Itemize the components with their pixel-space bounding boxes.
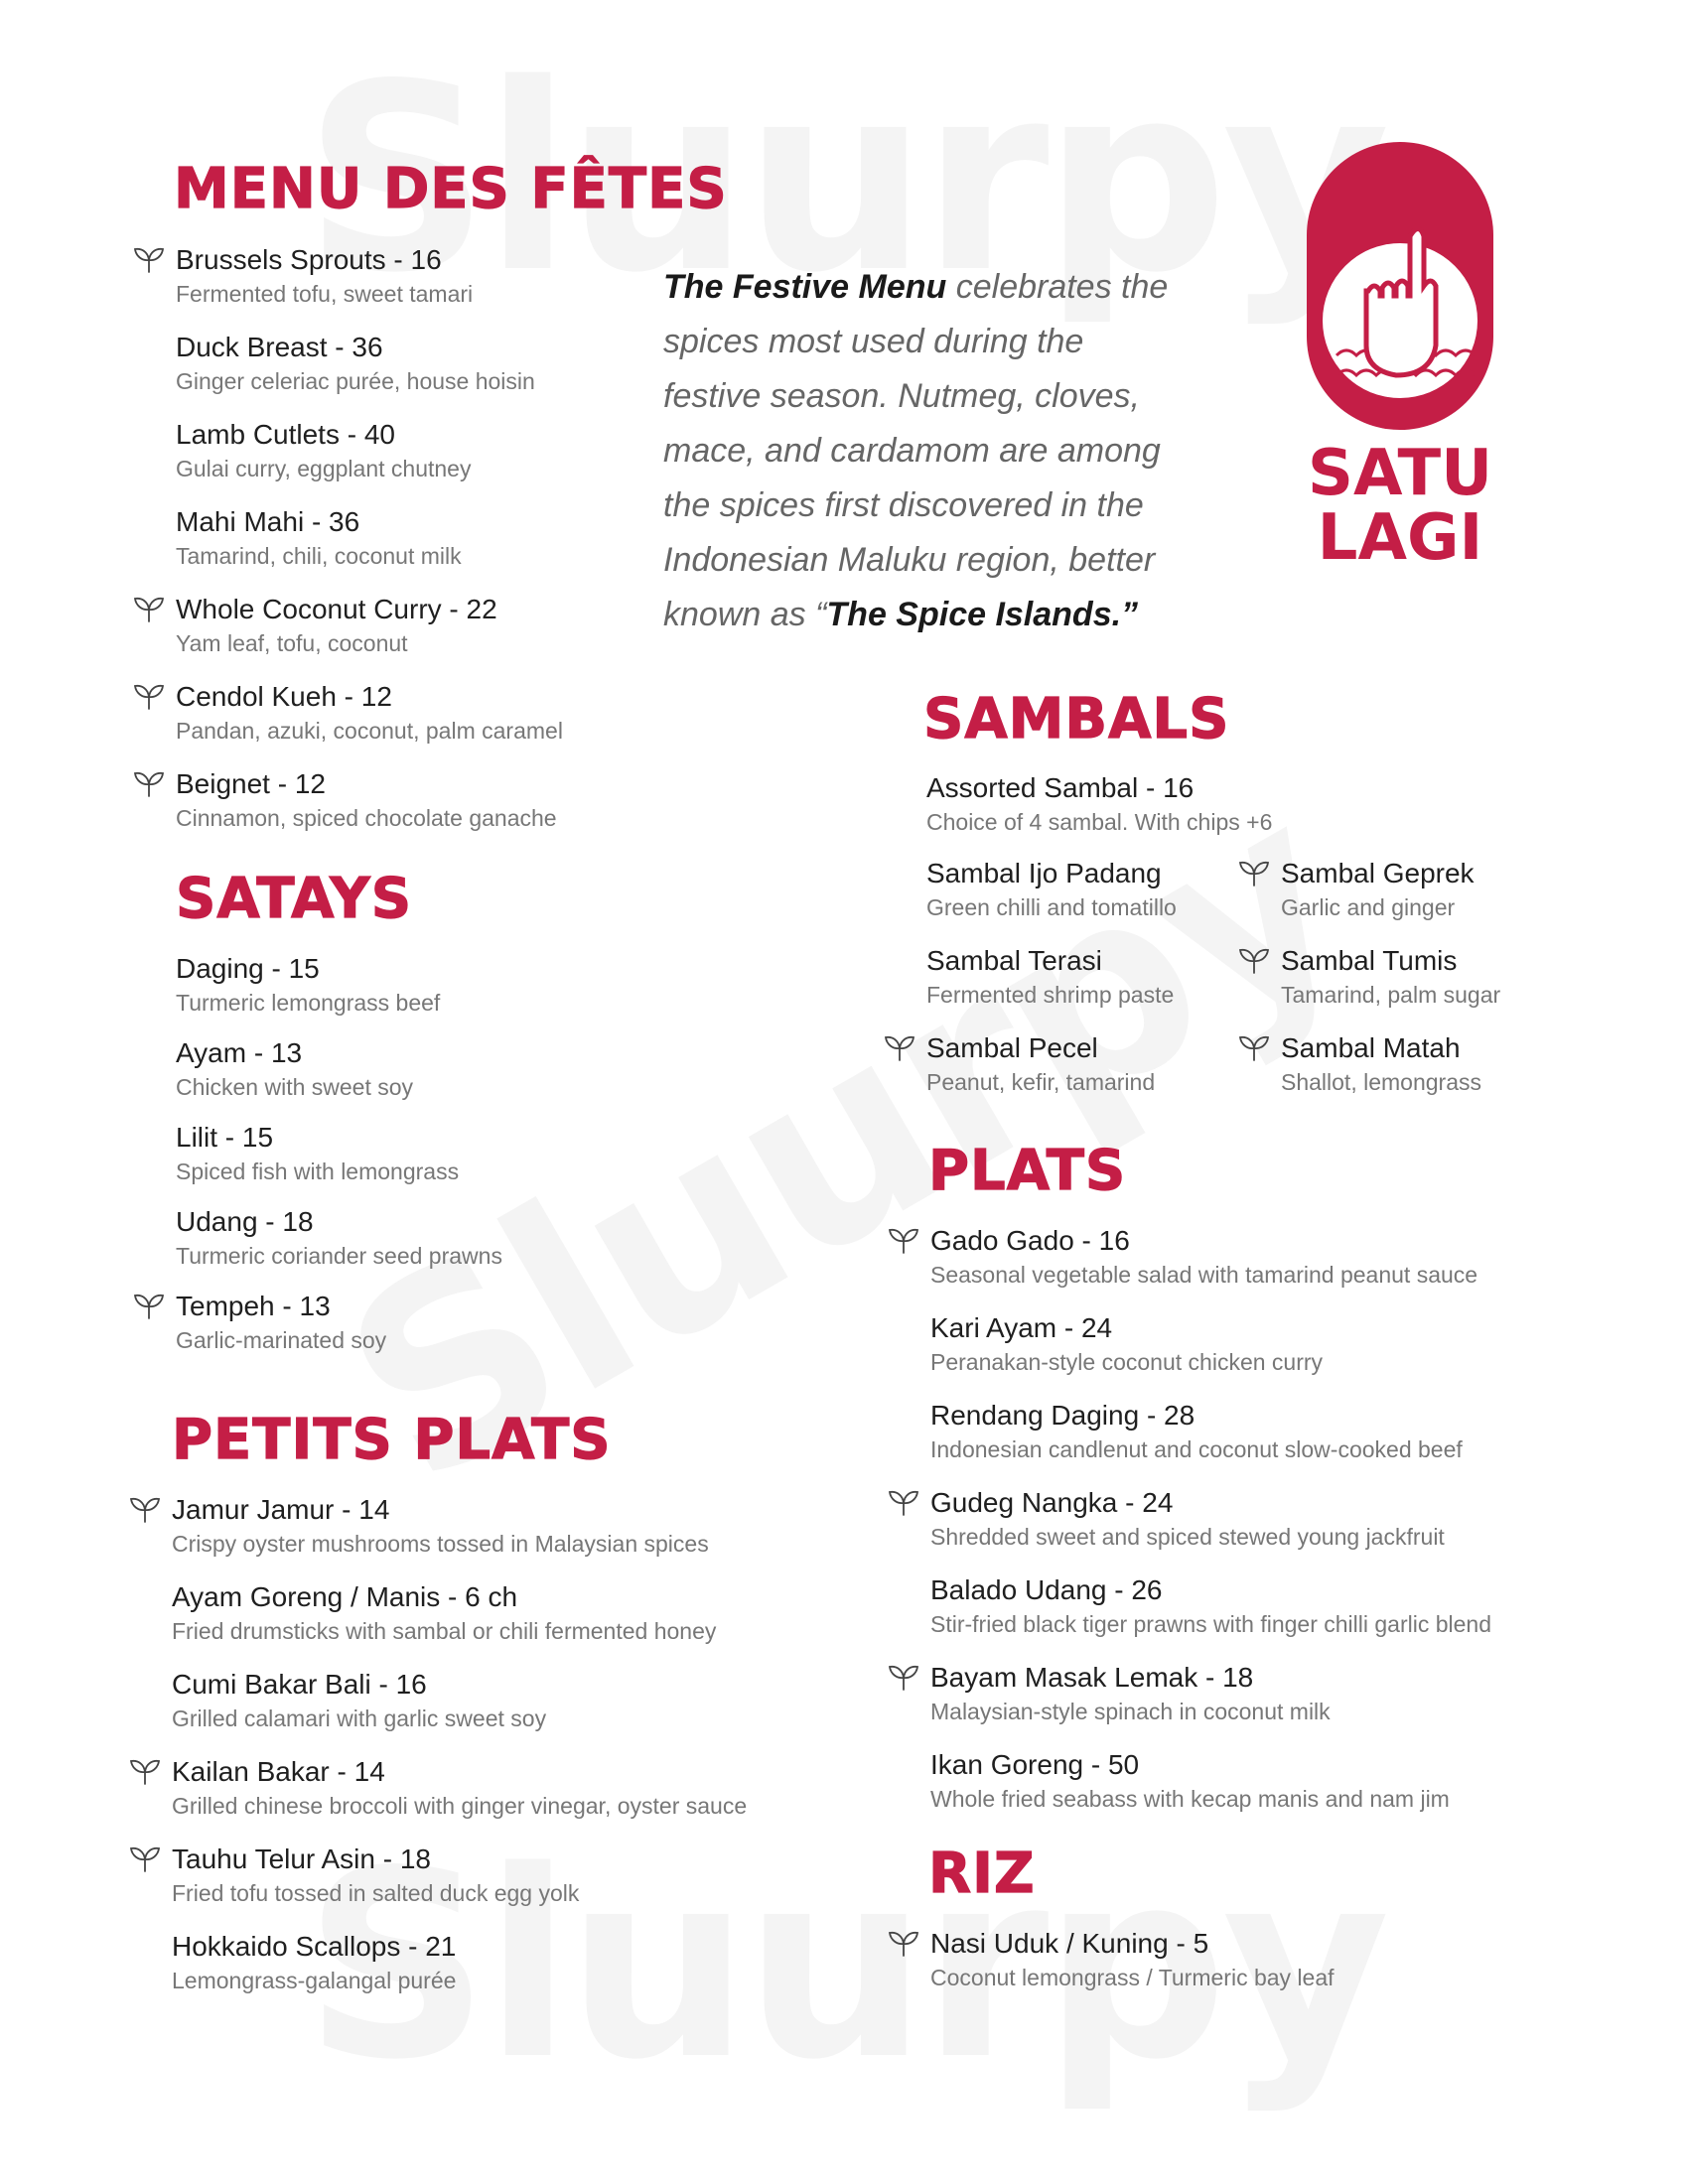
dish-description: Yam leaf, tofu, coconut <box>176 630 408 656</box>
dish-name: Balado Udang - 26 <box>930 1574 1163 1605</box>
dish-description: Grilled calamari with garlic sweet soy <box>172 1706 547 1731</box>
dish-name: Sambal Tumis <box>1281 945 1458 976</box>
menu-item <box>1281 943 1500 1011</box>
vegan-leaf-icon <box>887 1928 920 1958</box>
menu-item <box>176 679 563 747</box>
menu-item <box>176 242 473 310</box>
dish-description: Choice of 4 sambal. With chips +6 <box>926 809 1273 835</box>
menu-item <box>172 1579 716 1647</box>
menu-item <box>172 1929 456 1996</box>
dish-name: Bayam Masak Lemak - 18 <box>930 1662 1254 1693</box>
vegan-leaf-icon <box>132 1291 166 1320</box>
dish-description: Fried drumsticks with sambal or chili fermented honey <box>172 1618 717 1644</box>
dish-description: Peranakan-style coconut chicken curry <box>930 1349 1324 1375</box>
vegan-leaf-icon <box>132 594 166 623</box>
dish-description: Garlic-marinated soy <box>176 1327 387 1353</box>
dish-name: Gudeg Nangka - 24 <box>930 1487 1174 1518</box>
dish-description: Garlic and ginger <box>1281 894 1456 920</box>
section-title-plats: PLATS <box>928 1139 1127 1203</box>
logo-text-line2: LAGI <box>1317 501 1483 569</box>
vegan-leaf-icon <box>132 244 166 274</box>
menu-item-assorted-sambal <box>926 770 1272 838</box>
vegan-leaf-icon <box>887 1225 920 1255</box>
dish-name: Sambal Geprek <box>1281 858 1475 888</box>
dish-name: Brussels Sprouts - 16 <box>176 244 442 275</box>
menu-item <box>176 592 497 659</box>
menu-item <box>926 1030 1155 1098</box>
dish-description: Turmeric coriander seed prawns <box>176 1243 502 1269</box>
menu-item <box>176 1120 459 1187</box>
dish-name: Ayam - 13 <box>176 1037 303 1068</box>
dish-name: Tauhu Telur Asin - 18 <box>172 1843 431 1874</box>
menu-item <box>176 951 440 1019</box>
menu-item <box>172 1842 579 1909</box>
dish-name: Cumi Bakar Bali - 16 <box>172 1669 427 1700</box>
menu-item <box>172 1667 546 1734</box>
menu-item <box>930 1310 1323 1378</box>
menu-item <box>176 330 535 397</box>
dish-description: Shallot, lemongrass <box>1281 1069 1481 1095</box>
dish-name: Kailan Bakar - 14 <box>172 1756 385 1787</box>
dish-description: Tamarind, palm sugar <box>1281 982 1501 1008</box>
menu-item <box>930 1926 1335 1993</box>
vegan-leaf-icon <box>132 768 166 798</box>
intro-body: celebrates the spices most used during the festive season. Nutmeg, cloves, mace, and cardamom are among the spices first discovered in the Indonesian Maluku region, better known as “ <box>663 268 1169 633</box>
dish-description: Stir-fried black tiger prawns with finger chilli garlic blend <box>930 1611 1492 1637</box>
menu-item <box>930 1572 1491 1640</box>
menu-item <box>930 1485 1445 1553</box>
vegan-leaf-icon <box>128 1756 162 1786</box>
menu-item <box>176 417 471 484</box>
menu-item <box>176 1289 386 1356</box>
dish-name: Sambal Terasi <box>926 945 1102 976</box>
satu-lagi-logo <box>1307 142 1493 569</box>
dish-name: Nasi Uduk / Kuning - 5 <box>930 1928 1209 1959</box>
dish-name: Sambal Pecel <box>926 1032 1098 1063</box>
dish-name: Jamur Jamur - 14 <box>172 1494 390 1525</box>
dish-description: Malaysian-style spinach in coconut milk <box>930 1699 1331 1724</box>
vegan-leaf-icon <box>883 1032 916 1062</box>
menu-item <box>1281 1030 1481 1098</box>
dish-name: Cendol Kueh - 12 <box>176 681 392 712</box>
menu-item <box>176 766 557 834</box>
dish-description: Coconut lemongrass / Turmeric bay leaf <box>930 1965 1335 1990</box>
vegan-leaf-icon <box>128 1843 162 1873</box>
menu-item <box>176 504 462 572</box>
dish-description: Whole fried seabass with kecap manis and nam jim <box>930 1786 1450 1812</box>
menu-item <box>926 856 1177 923</box>
section-title-riz: RIZ <box>928 1842 1036 1906</box>
dish-name: Whole Coconut Curry - 22 <box>176 594 497 624</box>
dish-description: Fried tofu tossed in salted duck egg yolk <box>172 1880 580 1906</box>
dish-name: Udang - 18 <box>176 1206 314 1237</box>
dish-description: Shredded sweet and spiced stewed young jackfruit <box>930 1524 1445 1550</box>
menu-item <box>930 1398 1463 1465</box>
dish-name: Tempeh - 13 <box>176 1291 331 1321</box>
menu-item <box>930 1660 1331 1727</box>
menu-item <box>1281 856 1475 923</box>
dish-description: Turmeric lemongrass beef <box>176 990 441 1016</box>
dish-name: Sambal Ijo Padang <box>926 858 1162 888</box>
dish-description: Seasonal vegetable salad with tamarind peanut sauce <box>930 1262 1478 1288</box>
dish-name: Kari Ayam - 24 <box>930 1312 1113 1343</box>
dish-name: Ikan Goreng - 50 <box>930 1749 1140 1780</box>
dish-name: Lamb Cutlets - 40 <box>176 419 395 450</box>
dish-description: Tamarind, chili, coconut milk <box>176 543 462 569</box>
dish-description: Fermented tofu, sweet tamari <box>176 281 474 307</box>
dish-description: Green chilli and tomatillo <box>926 894 1177 920</box>
dish-description: Chicken with sweet soy <box>176 1074 414 1100</box>
vegan-leaf-icon <box>1237 945 1271 975</box>
dish-name: Gado Gado - 16 <box>930 1225 1130 1256</box>
logo-text-line1: SATU <box>1307 437 1493 510</box>
dish-description: Grilled chinese broccoli with ginger vinegar, oyster sauce <box>172 1793 748 1819</box>
menu-item <box>176 1035 413 1103</box>
dish-name: Daging - 15 <box>176 953 320 984</box>
dish-name: Hokkaido Scallops - 21 <box>172 1931 457 1962</box>
dish-description: Gulai curry, eggplant chutney <box>176 456 472 481</box>
intro-paragraph <box>663 260 1180 642</box>
menu-item <box>930 1747 1450 1815</box>
dish-description: Ginger celeriac purée, house hoisin <box>176 368 535 394</box>
dish-name: Sambal Matah <box>1281 1032 1461 1063</box>
vegan-leaf-icon <box>128 1494 162 1524</box>
section-title-sambals: SAMBALS <box>923 687 1230 751</box>
section-title-petits-plats: PETITS PLATS <box>172 1408 612 1472</box>
dish-name: Rendang Daging - 28 <box>930 1400 1196 1431</box>
intro-highlight: The Spice Islands.” <box>826 596 1139 633</box>
vegan-leaf-icon <box>1237 1032 1271 1062</box>
vegan-leaf-icon <box>887 1662 920 1692</box>
dish-name: Assorted Sambal - 16 <box>926 772 1195 803</box>
dish-name: Duck Breast - 36 <box>176 332 383 362</box>
intro-lead: The Festive Menu <box>663 268 947 306</box>
menu-item <box>172 1754 747 1822</box>
dish-name: Ayam Goreng / Manis - 6 ch <box>172 1581 518 1612</box>
menu-item <box>176 1204 502 1272</box>
dish-name: Mahi Mahi - 36 <box>176 506 360 537</box>
vegan-leaf-icon <box>887 1487 920 1517</box>
dish-name: Lilit - 15 <box>176 1122 274 1153</box>
dish-description: Peanut, kefir, tamarind <box>926 1069 1156 1095</box>
dish-description: Crispy oyster mushrooms tossed in Malaysian spices <box>172 1531 709 1557</box>
dish-description: Spiced fish with lemongrass <box>176 1159 460 1184</box>
dish-description: Cinnamon, spiced chocolate ganache <box>176 805 557 831</box>
menu-item <box>926 943 1174 1011</box>
menu-item <box>930 1223 1477 1291</box>
section-title-satays: SATAYS <box>176 867 413 931</box>
dish-description: Fermented shrimp paste <box>926 982 1175 1008</box>
section-title-fetes: MENU DES FÊTES <box>174 157 728 221</box>
vegan-leaf-icon <box>132 681 166 711</box>
vegan-leaf-icon <box>1237 858 1271 887</box>
dish-name: Beignet - 12 <box>176 768 326 799</box>
menu-item <box>172 1492 709 1560</box>
dish-description: Pandan, azuki, coconut, palm caramel <box>176 718 563 744</box>
dish-description: Indonesian candlenut and coconut slow-cooked beef <box>930 1436 1463 1462</box>
dish-description: Lemongrass-galangal purée <box>172 1968 457 1993</box>
